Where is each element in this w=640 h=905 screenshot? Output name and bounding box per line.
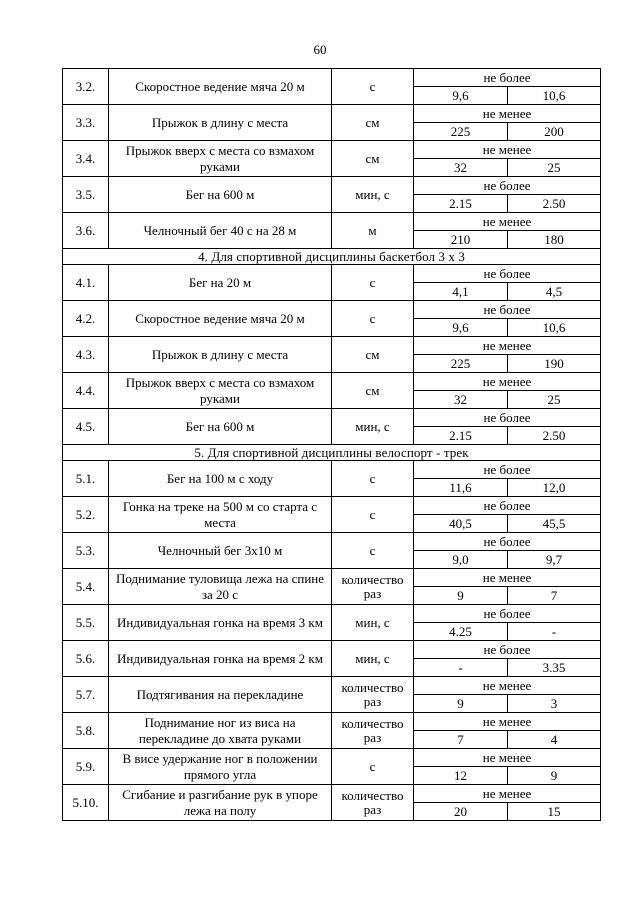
item-number: 5.3. [63,533,109,569]
item-number: 4.2. [63,301,109,337]
item-number: 5.9. [63,749,109,785]
exercise-name: Челночный бег 40 с на 28 м [109,213,332,249]
unit-of-measure: м [332,213,414,249]
table-row [63,337,601,355]
item-number: 5.2. [63,497,109,533]
item-number: 4.4. [63,373,109,409]
exercise-name: Прыжок в длину с места [109,337,332,373]
exercise-name: Индивидуальная гонка на время 2 км [109,641,332,677]
item-number: 3.4. [63,141,109,177]
norm-condition: не более [414,461,601,479]
value-col-2: 190 [508,355,601,373]
norm-condition: не менее [414,105,601,123]
value-col-1: 11,6 [414,479,508,497]
value-col-2: 9 [508,767,601,785]
exercise-name: Подтягивания на перекладине [109,677,332,713]
table-row [63,105,601,123]
section-title: 4. Для спортивной дисциплины баскетбол 3 х 3 [63,249,601,265]
norm-condition: не более [414,497,601,515]
value-col-1: 225 [414,123,508,141]
table-row [63,265,601,283]
value-col-1: 32 [414,391,508,409]
norm-condition: не более [414,177,601,195]
norm-condition: не менее [414,749,601,767]
unit-of-measure: с [332,461,414,497]
value-col-2: 180 [508,231,601,249]
value-col-1: 7 [414,731,508,749]
value-col-2: 4 [508,731,601,749]
unit-of-measure: см [332,373,414,409]
unit-of-measure: мин, с [332,177,414,213]
norm-condition: не менее [414,213,601,231]
norm-condition: не более [414,533,601,551]
value-col-2: 9,7 [508,551,601,569]
value-col-1: 32 [414,159,508,177]
value-col-2: 3.35 [508,659,601,677]
item-number: 5.4. [63,569,109,605]
item-number: 5.5. [63,605,109,641]
norm-condition: не более [414,605,601,623]
value-col-2: 200 [508,123,601,141]
unit-of-measure: с [332,301,414,337]
table-row [63,177,601,195]
value-col-1: 9 [414,587,508,605]
exercise-name: Бег на 600 м [109,409,332,445]
value-col-2: 15 [508,803,601,821]
table-row [63,373,601,391]
item-number: 5.10. [63,785,109,821]
table-row [63,301,601,319]
value-col-1: 9,6 [414,319,508,337]
norm-condition: не менее [414,337,601,355]
exercise-name: Сгибание и разгибание рук в упоре лежа на полу [109,785,332,821]
table-row [63,461,601,479]
exercise-name: Бег на 20 м [109,265,332,301]
table-row [63,213,601,231]
norm-condition: не более [414,301,601,319]
exercise-name: Скоростное ведение мяча 20 м [109,301,332,337]
exercise-name: Скоростное ведение мяча 20 м [109,69,332,105]
unit-of-measure: см [332,141,414,177]
value-col-2: 25 [508,159,601,177]
exercise-name: Прыжок вверх с места со взмахом руками [109,141,332,177]
unit-of-measure: количество раз [332,785,414,821]
section-title: 5. Для спортивной дисциплины велоспорт - трек [63,445,601,461]
value-col-1: 9,6 [414,87,508,105]
table-row [63,713,601,731]
unit-of-measure: мин, с [332,641,414,677]
table-row [63,497,601,515]
value-col-1: 2.15 [414,427,508,445]
value-col-2: 3 [508,695,601,713]
exercise-name: В висе удержание ног в положении прямого угла [109,749,332,785]
exercise-name: Прыжок вверх с места со взмахом руками [109,373,332,409]
item-number: 3.3. [63,105,109,141]
unit-of-measure: с [332,265,414,301]
exercise-name: Поднимание туловища лежа на спине за 20 с [109,569,332,605]
norm-condition: не более [414,409,601,427]
unit-of-measure: с [332,69,414,105]
value-col-2: 10,6 [508,87,601,105]
norm-condition: не более [414,641,601,659]
value-col-2: 2.50 [508,195,601,213]
exercise-name: Бег на 600 м [109,177,332,213]
exercise-name: Прыжок в длину с места [109,105,332,141]
item-number: 5.7. [63,677,109,713]
item-number: 5.8. [63,713,109,749]
unit-of-measure: см [332,337,414,373]
value-col-2: 45,5 [508,515,601,533]
item-number: 4.5. [63,409,109,445]
standards-table [62,68,601,821]
value-col-2: 12,0 [508,479,601,497]
exercise-name: Поднимание ног из виса на перекладине до хвата руками [109,713,332,749]
value-col-1: 210 [414,231,508,249]
unit-of-measure: с [332,749,414,785]
value-col-1: 12 [414,767,508,785]
value-col-2: 4,5 [508,283,601,301]
exercise-name: Челночный бег 3х10 м [109,533,332,569]
unit-of-measure: с [332,533,414,569]
value-col-1: 20 [414,803,508,821]
value-col-2: 2.50 [508,427,601,445]
item-number: 4.3. [63,337,109,373]
table-row [63,569,601,587]
norm-condition: не менее [414,569,601,587]
value-col-1: 40,5 [414,515,508,533]
exercise-name: Индивидуальная гонка на время 3 км [109,605,332,641]
value-col-1: 4.25 [414,623,508,641]
item-number: 5.1. [63,461,109,497]
norm-condition: не менее [414,141,601,159]
unit-of-measure: с [332,497,414,533]
value-col-1: 4,1 [414,283,508,301]
value-col-1: 9,0 [414,551,508,569]
exercise-name: Бег на 100 м с ходу [109,461,332,497]
unit-of-measure: мин, с [332,605,414,641]
unit-of-measure: количество раз [332,677,414,713]
section-row [63,249,601,265]
value-col-1: 2.15 [414,195,508,213]
value-col-2: 10,6 [508,319,601,337]
value-col-2: - [508,623,601,641]
unit-of-measure: мин, с [332,409,414,445]
norm-condition: не более [414,265,601,283]
section-row [63,445,601,461]
page-number: 60 [313,42,327,57]
item-number: 3.2. [63,69,109,105]
table-row [63,677,601,695]
norm-condition: не менее [414,785,601,803]
value-col-1: - [414,659,508,677]
unit-of-measure: количество раз [332,713,414,749]
item-number: 4.1. [63,265,109,301]
table-row [63,785,601,803]
table-row [63,69,601,87]
item-number: 5.6. [63,641,109,677]
table-row [63,409,601,427]
table-row [63,141,601,159]
norm-condition: не менее [414,713,601,731]
norm-condition: не более [414,69,601,87]
table-row [63,641,601,659]
exercise-name: Гонка на треке на 500 м со старта с места [109,497,332,533]
item-number: 3.6. [63,213,109,249]
value-col-1: 9 [414,695,508,713]
norm-condition: не менее [414,677,601,695]
table-row [63,605,601,623]
table-row [63,749,601,767]
item-number: 3.5. [63,177,109,213]
unit-of-measure: количество раз [332,569,414,605]
value-col-1: 225 [414,355,508,373]
unit-of-measure: см [332,105,414,141]
value-col-2: 25 [508,391,601,409]
table-row [63,533,601,551]
standards-table-body [63,69,601,821]
norm-condition: не менее [414,373,601,391]
value-col-2: 7 [508,587,601,605]
